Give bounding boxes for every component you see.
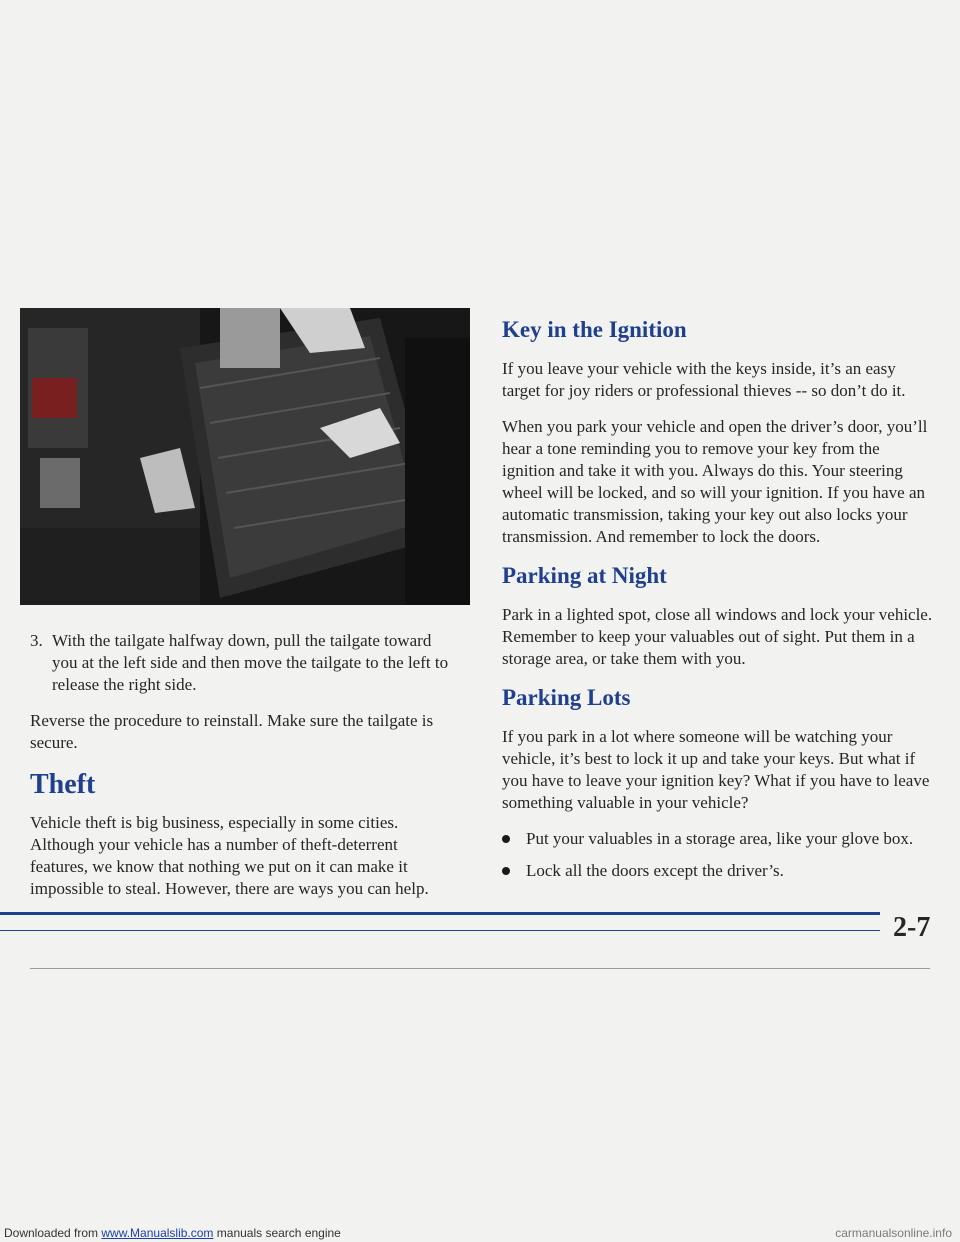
step-number: 3. — [30, 631, 43, 650]
watermark-text: carmanualsonline.info — [835, 1226, 952, 1240]
bullet-icon — [502, 835, 510, 843]
key-in-ignition-heading: Key in the Ignition — [502, 317, 687, 342]
theft-heading: Theft — [30, 769, 96, 800]
night-paragraph: Park in a lighted spot, close all windows and lock your vehicle. Remember to keep your valuables out of sight. Put them in a storage area, or take them with you. — [502, 605, 933, 668]
page-number: 2-7 — [893, 912, 931, 943]
lots-paragraph: If you park in a lot where someone will be watching your vehicle, it’s best to lock it up and take your keys. But what if you have to leave your ignition key? What if you have to leave something valuable in your vehicle? — [502, 727, 930, 812]
tailgate-photo — [20, 308, 470, 605]
footer-rule-top — [0, 912, 880, 915]
reinstall-paragraph: Reverse the procedure to reinstall. Make sure the tailgate is secure. — [30, 711, 434, 752]
theft-paragraph: Vehicle theft is big business, especially in some cities. Although your vehicle has a number of theft-deterrent features, we know that nothing we put on it can make it impossible to steal. However, there are ways you can help. — [30, 813, 429, 898]
bullet-text: Put your valuables in a storage area, like your glove box. — [526, 829, 914, 848]
bullet-text: Lock all the doors except the driver’s. — [526, 861, 784, 880]
bullet-icon — [502, 867, 510, 875]
download-footer — [0, 1224, 960, 1242]
footer-prefix: Downloaded from — [4, 1226, 102, 1240]
bullet-item — [502, 828, 934, 850]
step-3 — [30, 630, 460, 696]
footer-suffix: manuals search engine — [213, 1226, 341, 1240]
footer-left — [4, 1224, 341, 1242]
parking-lots-heading: Parking Lots — [502, 685, 631, 710]
step-text: With the tailgate halfway down, pull the tailgate toward you at the left side and then move the tailgate to the left to release the right side. — [52, 631, 449, 694]
right-column — [502, 316, 934, 892]
left-column — [30, 630, 460, 914]
footer-rule-bottom — [0, 930, 880, 931]
key-paragraph-1: If you leave your vehicle with the keys inside, it’s an easy target for joy riders or professional thieves -- so don’t do it. — [502, 359, 906, 400]
tailgate-photo-illustration — [20, 308, 470, 605]
page-bottom-line — [30, 968, 930, 969]
bullet-item — [502, 860, 934, 882]
parking-at-night-heading: Parking at Night — [502, 563, 667, 588]
manualslib-link[interactable]: www.Manualslib.com — [101, 1226, 214, 1240]
key-paragraph-2: When you park your vehicle and open the driver’s door, you’ll hear a tone reminding you to remove your key from the ignition and take it with you. Always do this. Your steering wheel will be locked, and so will your ignition. If you have an automatic transmission, taking your key out also locks your transmission. And remember to lock the doors. — [502, 417, 928, 546]
